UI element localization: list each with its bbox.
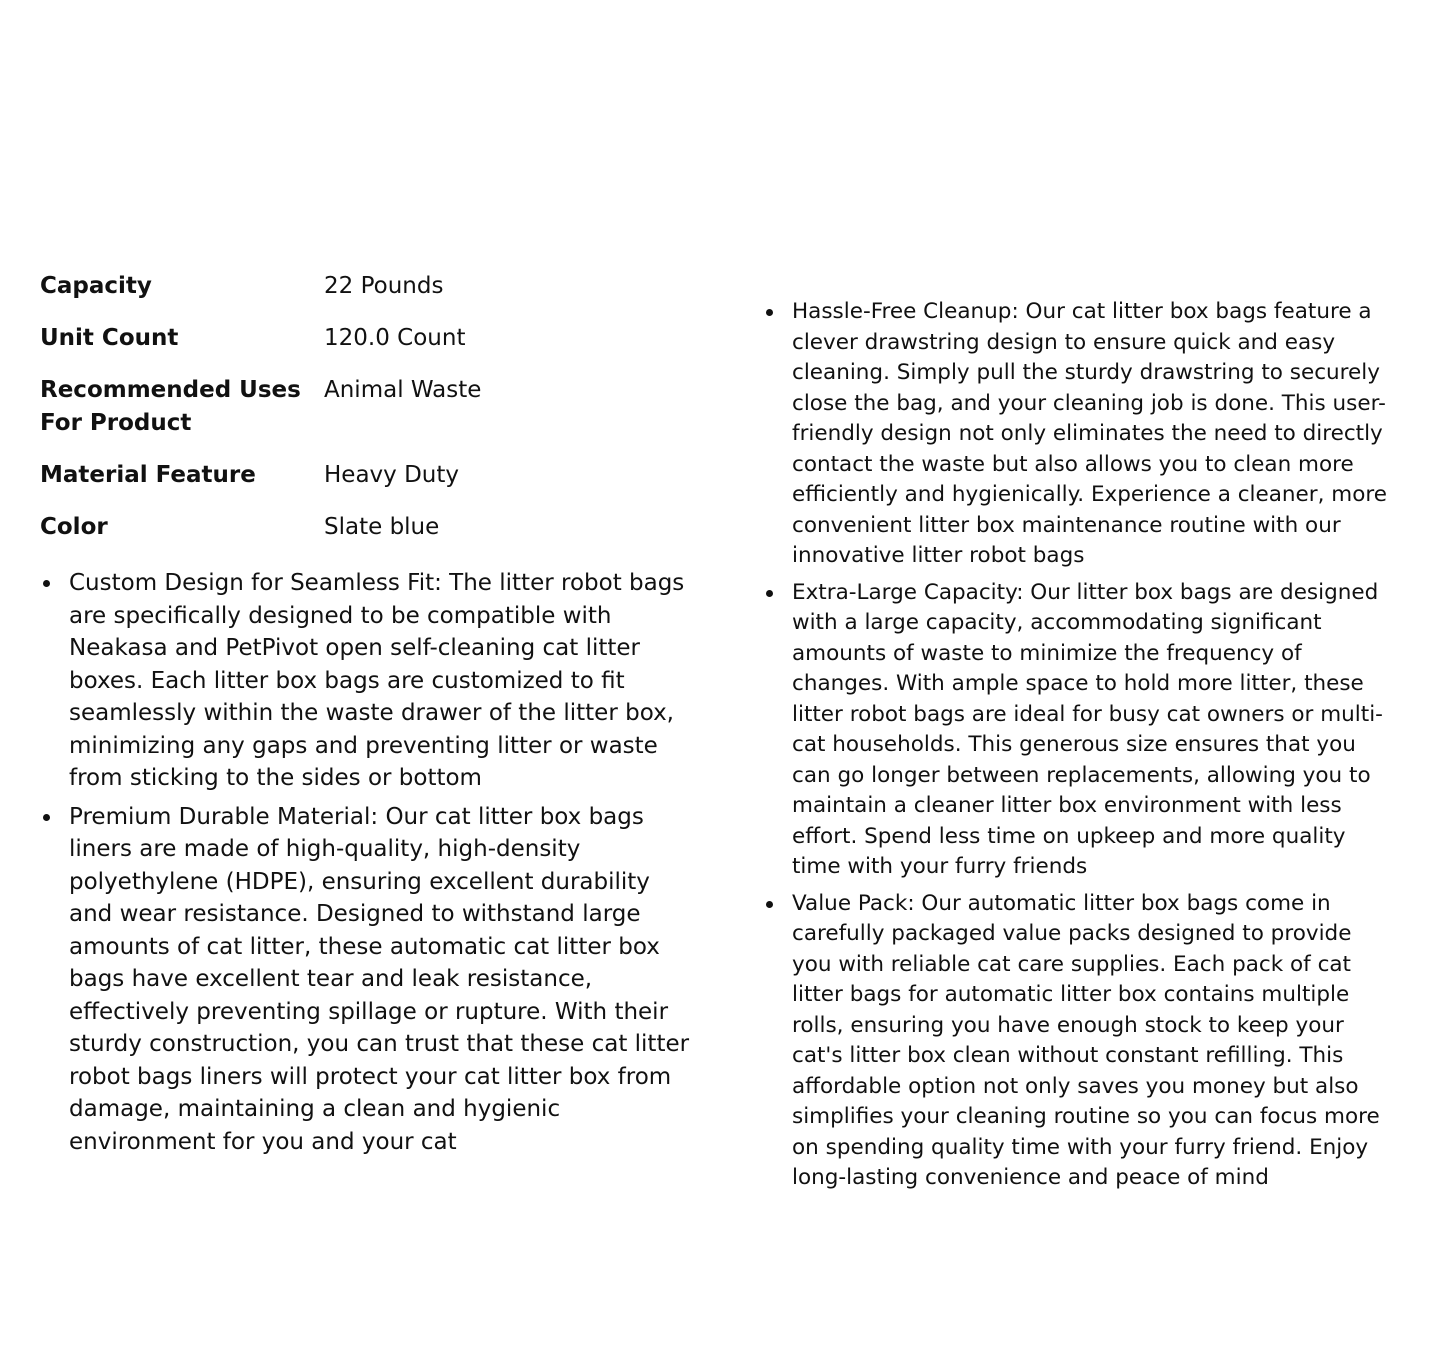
feature-bullet-list-right — [763, 297, 1388, 1194]
feature-bullet: Premium Durable Material: Our cat litter box bags liners are made of high-quality, high-density polyethylene (HDPE), ensuring excellent durability and wear resistance. Designed to withstand large amounts of cat litter, these automatic cat litter box bags have excellent tear and leak resistance, effectively preventing spillage or rupture. With their sturdy construction, you can trust that these cat litter robot bags liners will protect your cat litter box from damage, maintaining a clean and hygienic environment for you and your cat — [40, 801, 700, 1159]
feature-bullet: Custom Design for Seamless Fit: The litter robot bags are specifically designed to be compatible with Neakasa and PetPivot open self-cleaning cat litter boxes. Each litter box bags are customized to fit seamlessly within the waste drawer of the litter box, minimizing any gaps and preventing litter or waste from sticking to the sides or bottom — [40, 567, 700, 795]
spec-value: Heavy Duty — [324, 462, 459, 488]
feature-bullet: Extra-Large Capacity: Our litter box bags are designed with a large capacity, accommodating significant amounts of waste to minimize the frequency of changes. With ample space to hold more litter, these litter robot bags are ideal for busy cat owners or multi-cat households. This generous size ensures that you can go longer between replacements, allowing you to maintain a cleaner litter box environment with less effort. Spend less time on upkeep and more quality time with your furry friends — [763, 578, 1388, 883]
feature-bullet: Hassle-Free Cleanup: Our cat litter box bags feature a clever drawstring design to ensure quick and easy cleaning. Simply pull the sturdy drawstring to securely close the bag, and your cleaning job is done. This user-friendly design not only eliminates the need to directly contact the waste but also allows you to clean more efficiently and hygienically. Experience a cleaner, more convenient litter box maintenance routine with our innovative litter robot bags — [763, 297, 1388, 572]
spec-label: Recommended Uses For Product — [40, 377, 301, 436]
product-specs-table — [40, 270, 481, 563]
right-column — [763, 297, 1388, 1200]
spec-row-recommended-uses — [40, 374, 481, 459]
spec-value: Animal Waste — [324, 377, 482, 403]
spec-row-unit-count — [40, 322, 481, 374]
spec-label: Color — [40, 514, 108, 540]
spec-row-material-feature — [40, 459, 481, 511]
spec-label: Capacity — [40, 273, 152, 299]
spec-value: 22 Pounds — [324, 273, 444, 299]
spec-label: Unit Count — [40, 325, 179, 351]
spec-value: Slate blue — [324, 514, 440, 540]
spec-label: Material Feature — [40, 462, 256, 488]
left-column — [40, 270, 700, 1164]
spec-row-capacity — [40, 270, 481, 322]
spec-row-color — [40, 511, 481, 563]
spec-value: 120.0 Count — [324, 325, 466, 351]
feature-bullet-list-left — [40, 567, 700, 1158]
feature-bullet: Value Pack: Our automatic litter box bags come in carefully packaged value packs designed to provide you with reliable cat care supplies. Each pack of cat litter bags for automatic litter box contains multiple rolls, ensuring you have enough stock to keep your cat's litter box clean without constant refilling. This affordable option not only saves you money but also simplifies your cleaning routine so you can focus more on spending quality time with your furry friend. Enjoy long-lasting convenience and peace of mind — [763, 889, 1388, 1194]
